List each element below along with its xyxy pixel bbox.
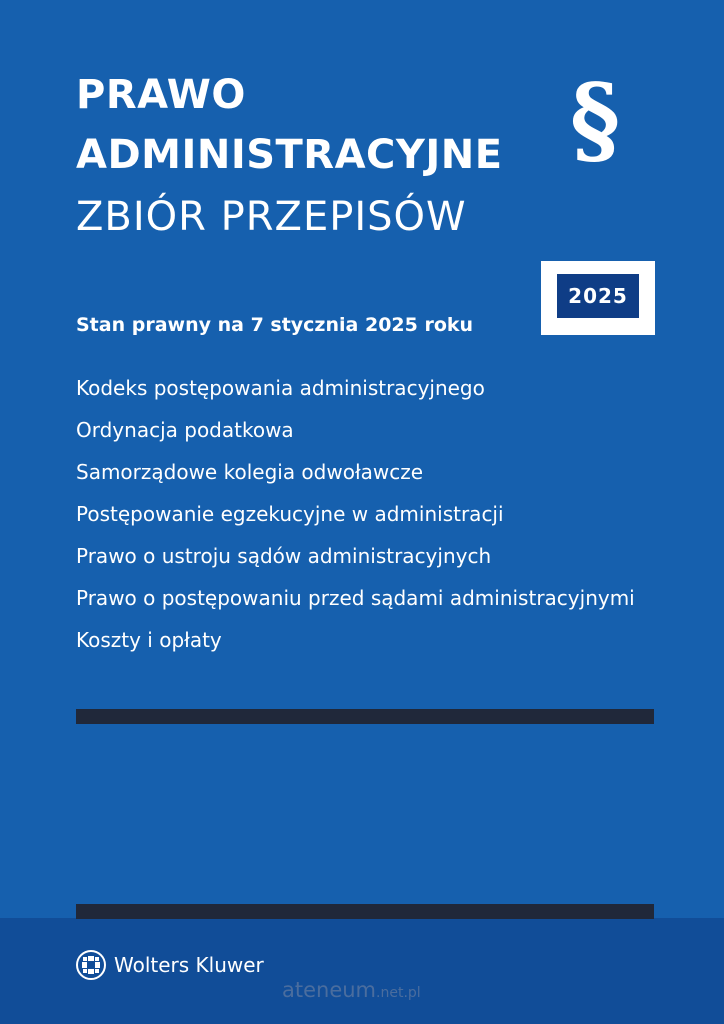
- wolters-kluwer-logo-icon: [76, 950, 106, 980]
- paragraph-icon: §: [570, 63, 621, 176]
- contents-item: Ordynacja podatkowa: [76, 418, 294, 442]
- watermark-suffix: .net.pl: [376, 985, 421, 1001]
- contents-item: Koszty i opłaty: [76, 628, 222, 652]
- contents-item: Kodeks postępowania administracyjnego: [76, 376, 485, 400]
- watermark-main: ateneum: [282, 978, 377, 1002]
- contents-item: Samorządowe kolegia odwoławcze: [76, 460, 424, 484]
- contents-item: Postępowanie egzekucyjne w administracji: [76, 502, 504, 526]
- subtitle: ZBIÓR PRZEPISÓW: [76, 194, 467, 240]
- title-line-1: PRAWO: [76, 72, 246, 118]
- year-badge: [541, 261, 655, 335]
- divider-bar-top: [76, 709, 654, 724]
- year-label: 2025: [557, 274, 639, 318]
- contents-item: Prawo o postępowaniu przed sądami administracyjnymi: [76, 586, 635, 610]
- title-line-2: ADMINISTRACYJNE: [76, 132, 503, 178]
- divider-bar-bottom: [76, 904, 654, 919]
- publisher-logo: [76, 950, 264, 980]
- publisher-name: Wolters Kluwer: [114, 953, 264, 977]
- contents-list: [76, 372, 656, 666]
- legal-status-date: Stan prawny na 7 stycznia 2025 roku: [76, 314, 474, 336]
- watermark: [282, 978, 421, 1002]
- contents-item: Prawo o ustroju sądów administracyjnych: [76, 544, 492, 568]
